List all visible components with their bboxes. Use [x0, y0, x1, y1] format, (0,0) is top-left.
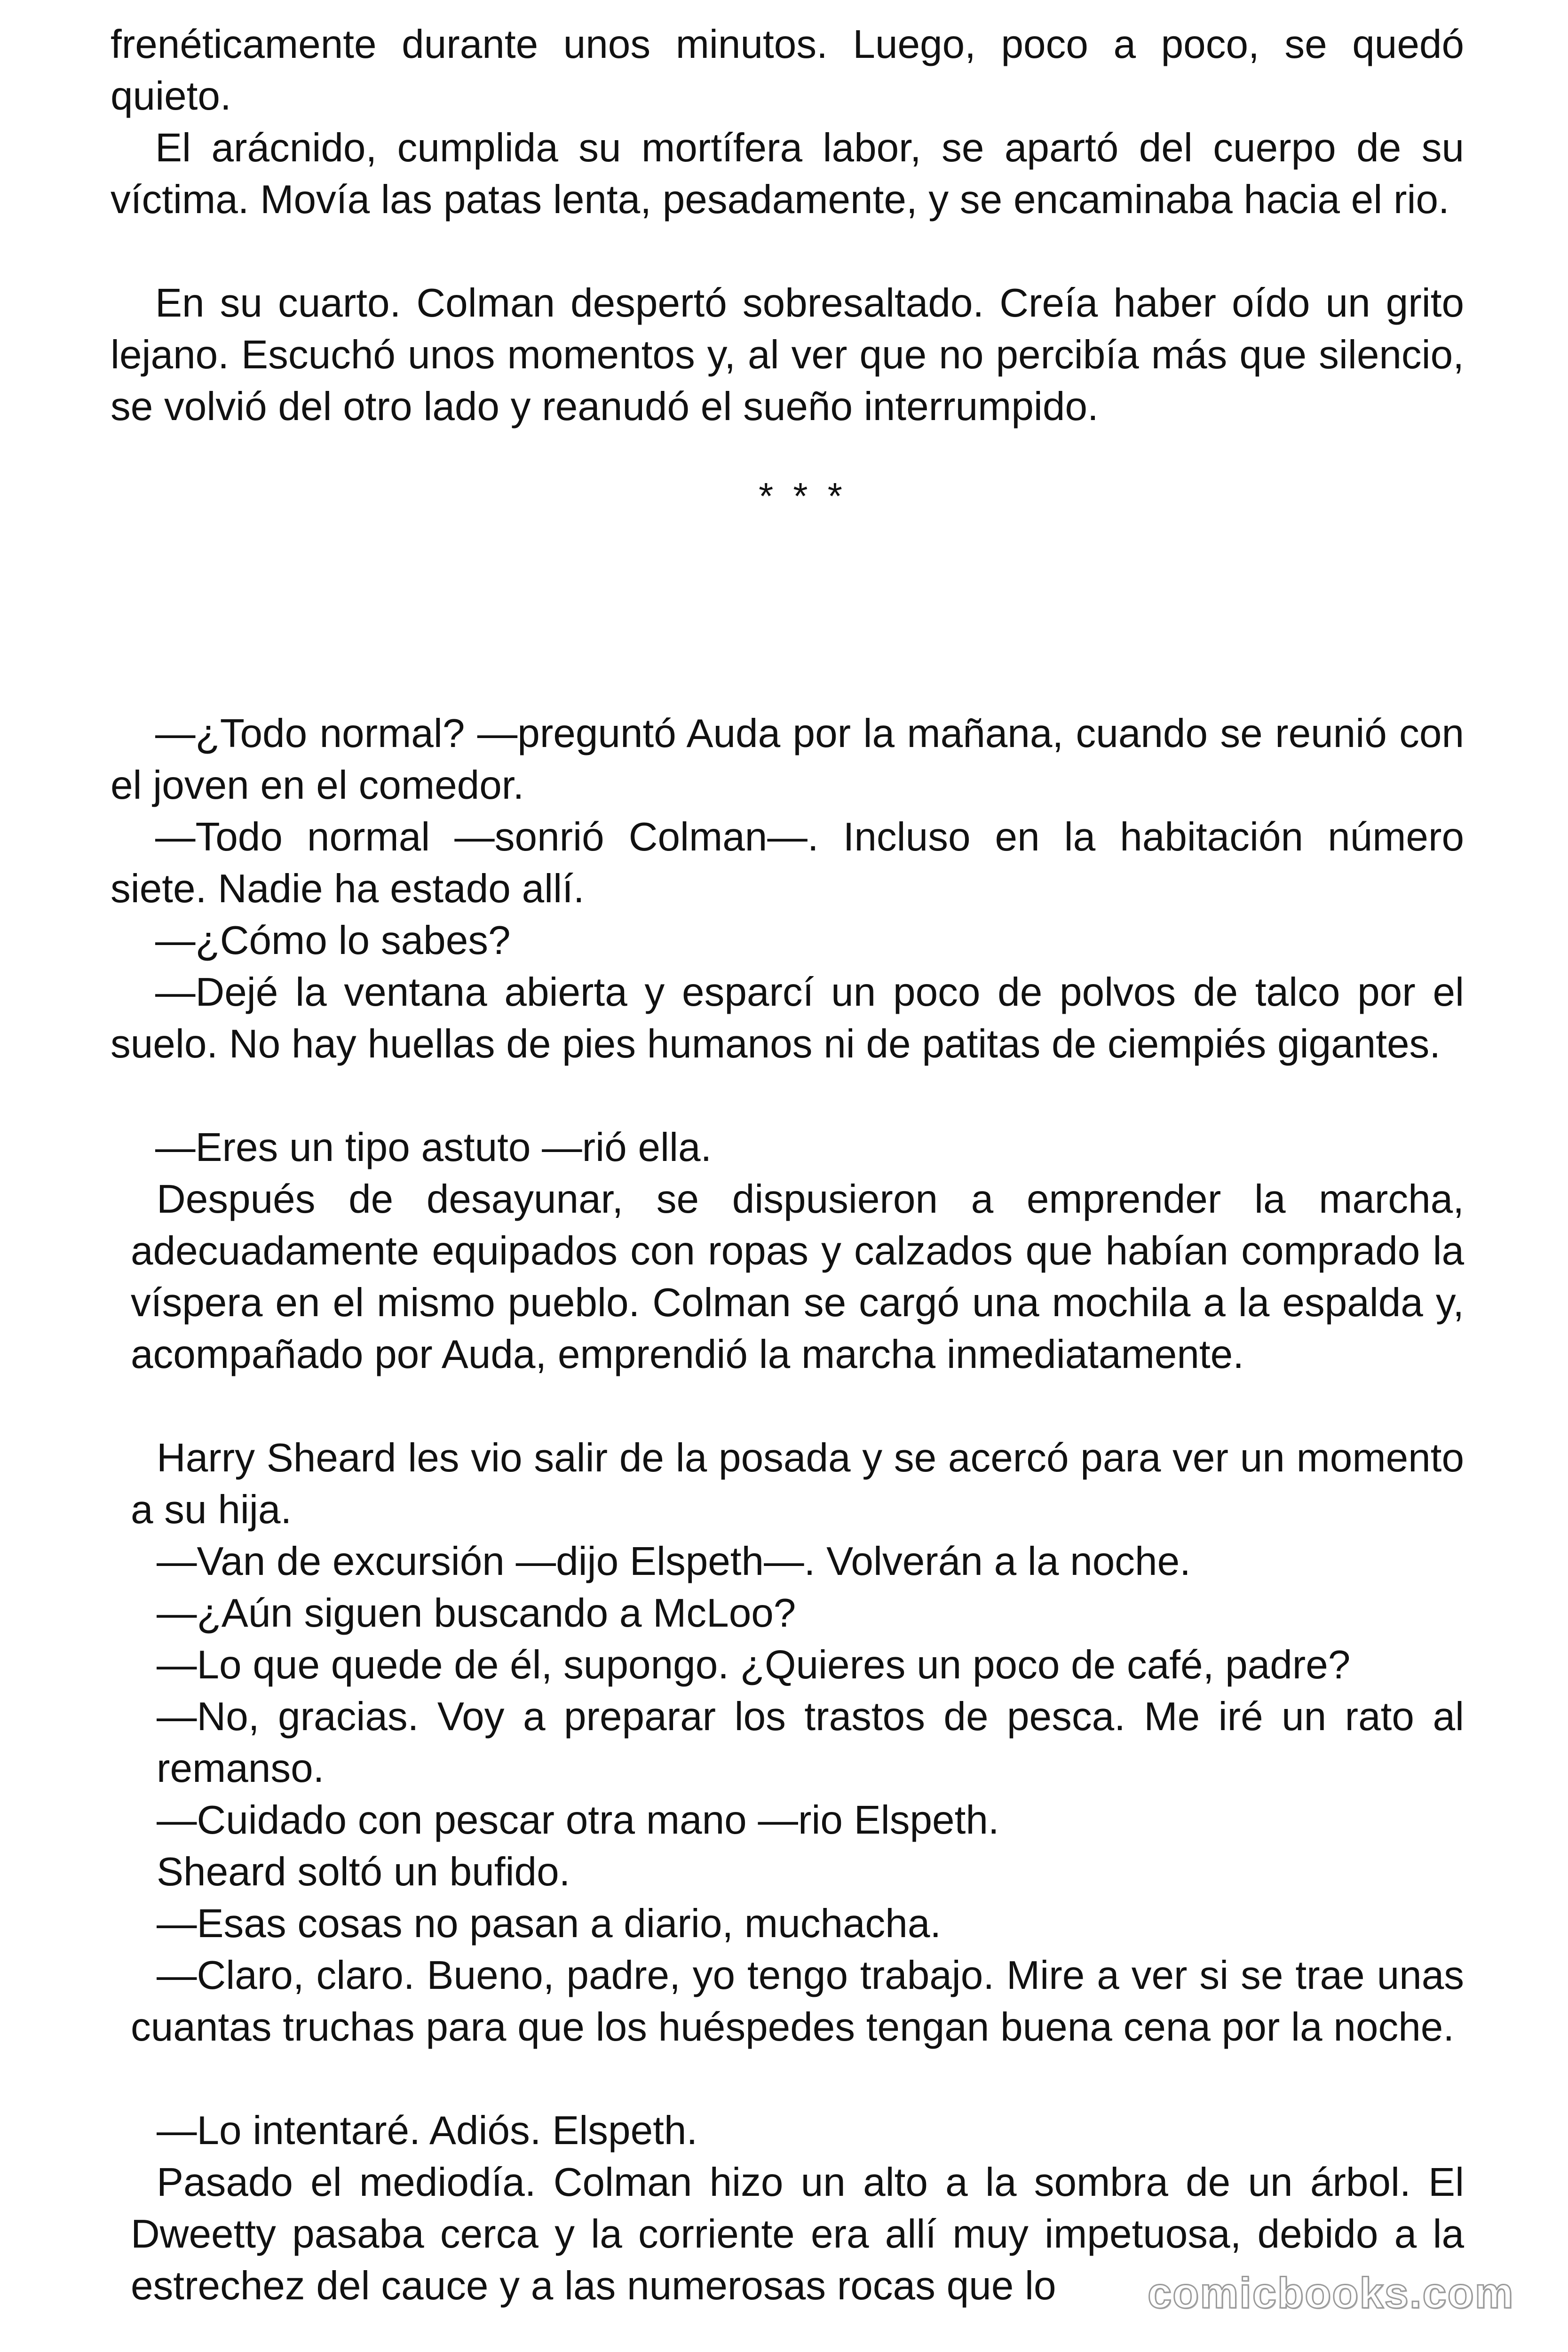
- paragraph: frenéticamente durante unos minutos. Luego, poco a poco, se quedó quieto.: [111, 22, 1464, 119]
- paragraph: El arácnido, cumplida su mortífera labor, se apartó del cuerpo de su víctima. Movía las patas lenta, pesadamente, y se encaminaba hacia el rio.: [111, 126, 1464, 222]
- paragraph: Harry Sheard les vio salir de la posada y se acercó para ver un momento a su hija.: [131, 1436, 1464, 1532]
- paragraph: —Eres un tipo astuto —rió ella.: [155, 1125, 712, 1170]
- paragraph: —No, gracias. Voy a preparar los trastos de pesca. Me iré un rato al remanso.: [157, 1694, 1464, 1791]
- section-separator: * * *: [759, 475, 847, 517]
- paragraph: —Dejé la ventana abierta y esparcí un poco de polvos de talco por el suelo. No hay huellas de pies humanos ni de patitas de ciempiés gigantes.: [111, 970, 1464, 1066]
- paragraph: Después de desayunar, se dispusieron a emprender la marcha, adecuadamente equipados con ropas y calzados que habían comprado la víspera en el mismo pueblo. Colman se cargó una mochila a la espalda y, acompañado por Auda, emprendió la marcha inmediatamente.: [131, 1177, 1464, 1377]
- paragraph: —Claro, claro. Bueno, padre, yo tengo trabajo. Mire a ver si se trae unas cuantas truchas para que los huéspedes tengan buena cena por la noche.: [131, 1953, 1464, 2050]
- paragraph: —¿Todo normal? —preguntó Auda por la mañana, cuando se reunió con el joven en el comedor.: [111, 711, 1464, 808]
- paragraph: —¿Aún siguen buscando a McLoo?: [157, 1591, 796, 1636]
- paragraph: —¿Cómo lo sabes?: [155, 918, 511, 963]
- paragraph: —Cuidado con pescar otra mano —rio Elspeth.: [157, 1798, 999, 1843]
- paragraph: —Esas cosas no pasan a diario, muchacha.: [157, 1901, 942, 1946]
- paragraph: —Lo que quede de él, supongo. ¿Quieres un poco de café, padre?: [157, 1643, 1351, 1687]
- paragraph: Pasado el mediodía. Colman hizo un alto a la sombra de un árbol. El Dweetty pasaba cerca y la corriente era allí muy impetuosa, debido a la estrechez del cauce y a las numerosas rocas que lo: [131, 2160, 1464, 2308]
- watermark-logo: comicbooks.com: [1148, 2269, 1514, 2317]
- paragraph: Sheard soltó un bufido.: [157, 1850, 570, 1894]
- paragraph: —Todo normal —sonrió Colman—. Incluso en la habitación número siete. Nadie ha estado allí.: [111, 815, 1464, 911]
- paragraph: —Van de excursión —dijo Elspeth—. Volverán a la noche.: [157, 1539, 1191, 1584]
- paragraph: —Lo intentaré. Adiós. Elspeth.: [157, 2108, 698, 2153]
- paragraph: En su cuarto. Colman despertó sobresaltado. Creía haber oído un grito lejano. Escuchó unos momentos y, al ver que no percibía más que silencio, se volvió del otro lado y reanudó el sueño interrumpido.: [111, 281, 1464, 429]
